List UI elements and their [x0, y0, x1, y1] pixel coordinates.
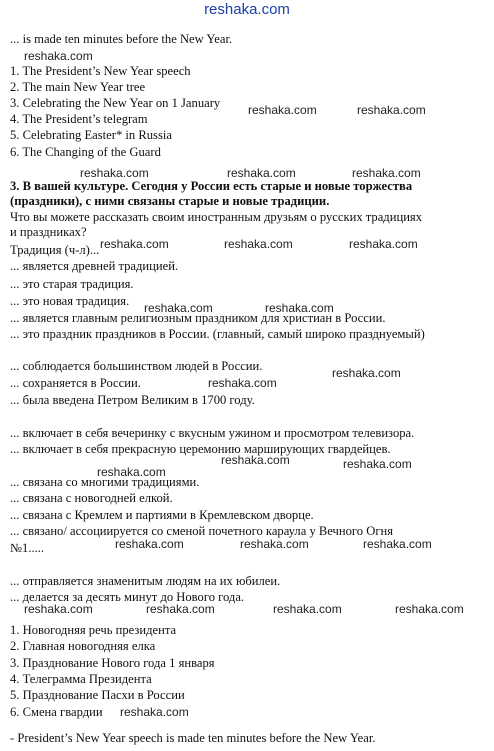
watermark: reshaka.com — [363, 537, 432, 551]
option-line-ru: 1. Новогодняя речь президента — [10, 623, 177, 637]
watermark: reshaka.com — [97, 465, 166, 479]
phrase-line: ... связано/ ассоциируется со сменой почетного караула у Вечного Огня — [10, 524, 394, 538]
option-line-ru: 5. Празднование Пасхи в России — [10, 688, 185, 702]
watermark: reshaka.com — [357, 103, 426, 117]
watermark: reshaka.com — [273, 602, 342, 616]
task-question: Что вы можете рассказать своим иностранным друзьям о русских традициях — [10, 210, 423, 224]
watermark: reshaka.com — [343, 457, 412, 471]
option-line-ru: 4. Телеграмма Президента — [10, 672, 152, 686]
phrase-line: №1..... — [10, 541, 45, 555]
watermark: reshaka.com — [80, 166, 149, 180]
option-line: 4. The President’s telegram — [10, 112, 148, 126]
option-line: 3. Celebrating the New Year on 1 January — [10, 96, 221, 110]
phrase-line: ... делается за десять минут до Нового года. — [10, 590, 245, 604]
watermark: reshaka.com — [352, 166, 421, 180]
watermark: reshaka.com — [208, 376, 277, 390]
watermark: reshaka.com — [100, 237, 169, 251]
watermark: reshaka.com — [265, 301, 334, 315]
task-question: и праздниках? — [10, 225, 87, 239]
tradition-label: Традиция (ч-л)... — [10, 243, 100, 257]
phrase-line: ... соблюдается большинством людей в России. — [10, 359, 263, 373]
phrase-line: ... связана с Кремлем и партиями в Кремлевском дворце. — [10, 508, 314, 522]
option-line: 2. The main New Year tree — [10, 80, 146, 94]
watermark: reshaka.com — [224, 237, 293, 251]
option-line-ru: 3. Празднование Нового года 1 января — [10, 656, 215, 670]
option-line: 1. The President’s New Year speech — [10, 64, 191, 78]
phrase-line: ... отправляется знаменитым людям на их юбилеи. — [10, 574, 281, 588]
watermark: reshaka.com — [146, 602, 215, 616]
watermark: reshaka.com — [240, 537, 309, 551]
phrase-line: ... это новая традиция. — [10, 294, 130, 308]
phrase-line: ... включает в себя вечеринку с вкусным ужином и просмотром телевизора. — [10, 426, 415, 440]
intro-line: ... is made ten minutes before the New Year. — [10, 32, 233, 46]
watermark: reshaka.com — [248, 103, 317, 117]
watermark: reshaka.com — [349, 237, 418, 251]
task-heading: 3. В вашей культуре. Сегодня у России есть старые и новые торжества — [10, 179, 413, 193]
watermark: reshaka.com — [144, 301, 213, 315]
answer-line: - President’s New Year speech is made ten minutes before the New Year. — [10, 731, 376, 745]
watermark: reshaka.com — [332, 366, 401, 380]
phrase-line: ... включает в себя прекрасную церемонию марширующих гвардейцев. — [10, 442, 391, 456]
phrase-line: ... это старая традиция. — [10, 277, 134, 291]
phrase-line: ... была введена Петром Великим в 1700 году. — [10, 393, 255, 407]
site-header[interactable]: reshaka.com — [204, 1, 290, 18]
watermark: reshaka.com — [115, 537, 184, 551]
phrase-line: ... является древней традицией. — [10, 259, 179, 273]
watermark: reshaka.com — [395, 602, 464, 616]
option-line: 6. The Changing of the Guard — [10, 145, 161, 159]
watermark: reshaka.com — [227, 166, 296, 180]
phrase-line: ... это праздник праздников в России. (главный, самый широко празднуемый) — [10, 327, 425, 341]
phrase-line: ... связана с новогодней елкой. — [10, 491, 173, 505]
task-heading: (праздники), с ними связаны старые и новые традиции. — [10, 194, 330, 208]
option-line-ru: 6. Смена гвардии — [10, 705, 103, 719]
watermark: reshaka.com — [24, 602, 93, 616]
phrase-line: ... сохраняется в России. — [10, 376, 141, 390]
option-line: 5. Celebrating Easter* in Russia — [10, 128, 172, 142]
watermark: reshaka.com — [221, 453, 290, 467]
watermark: reshaka.com — [24, 49, 93, 63]
watermark: reshaka.com — [120, 705, 189, 719]
option-line-ru: 2. Главная новогодняя елка — [10, 639, 156, 653]
phrase-line: ... связана со многими традициями. — [10, 475, 200, 489]
phrase-line: ... является главным религиозным праздником для христиан в России. — [10, 311, 386, 325]
